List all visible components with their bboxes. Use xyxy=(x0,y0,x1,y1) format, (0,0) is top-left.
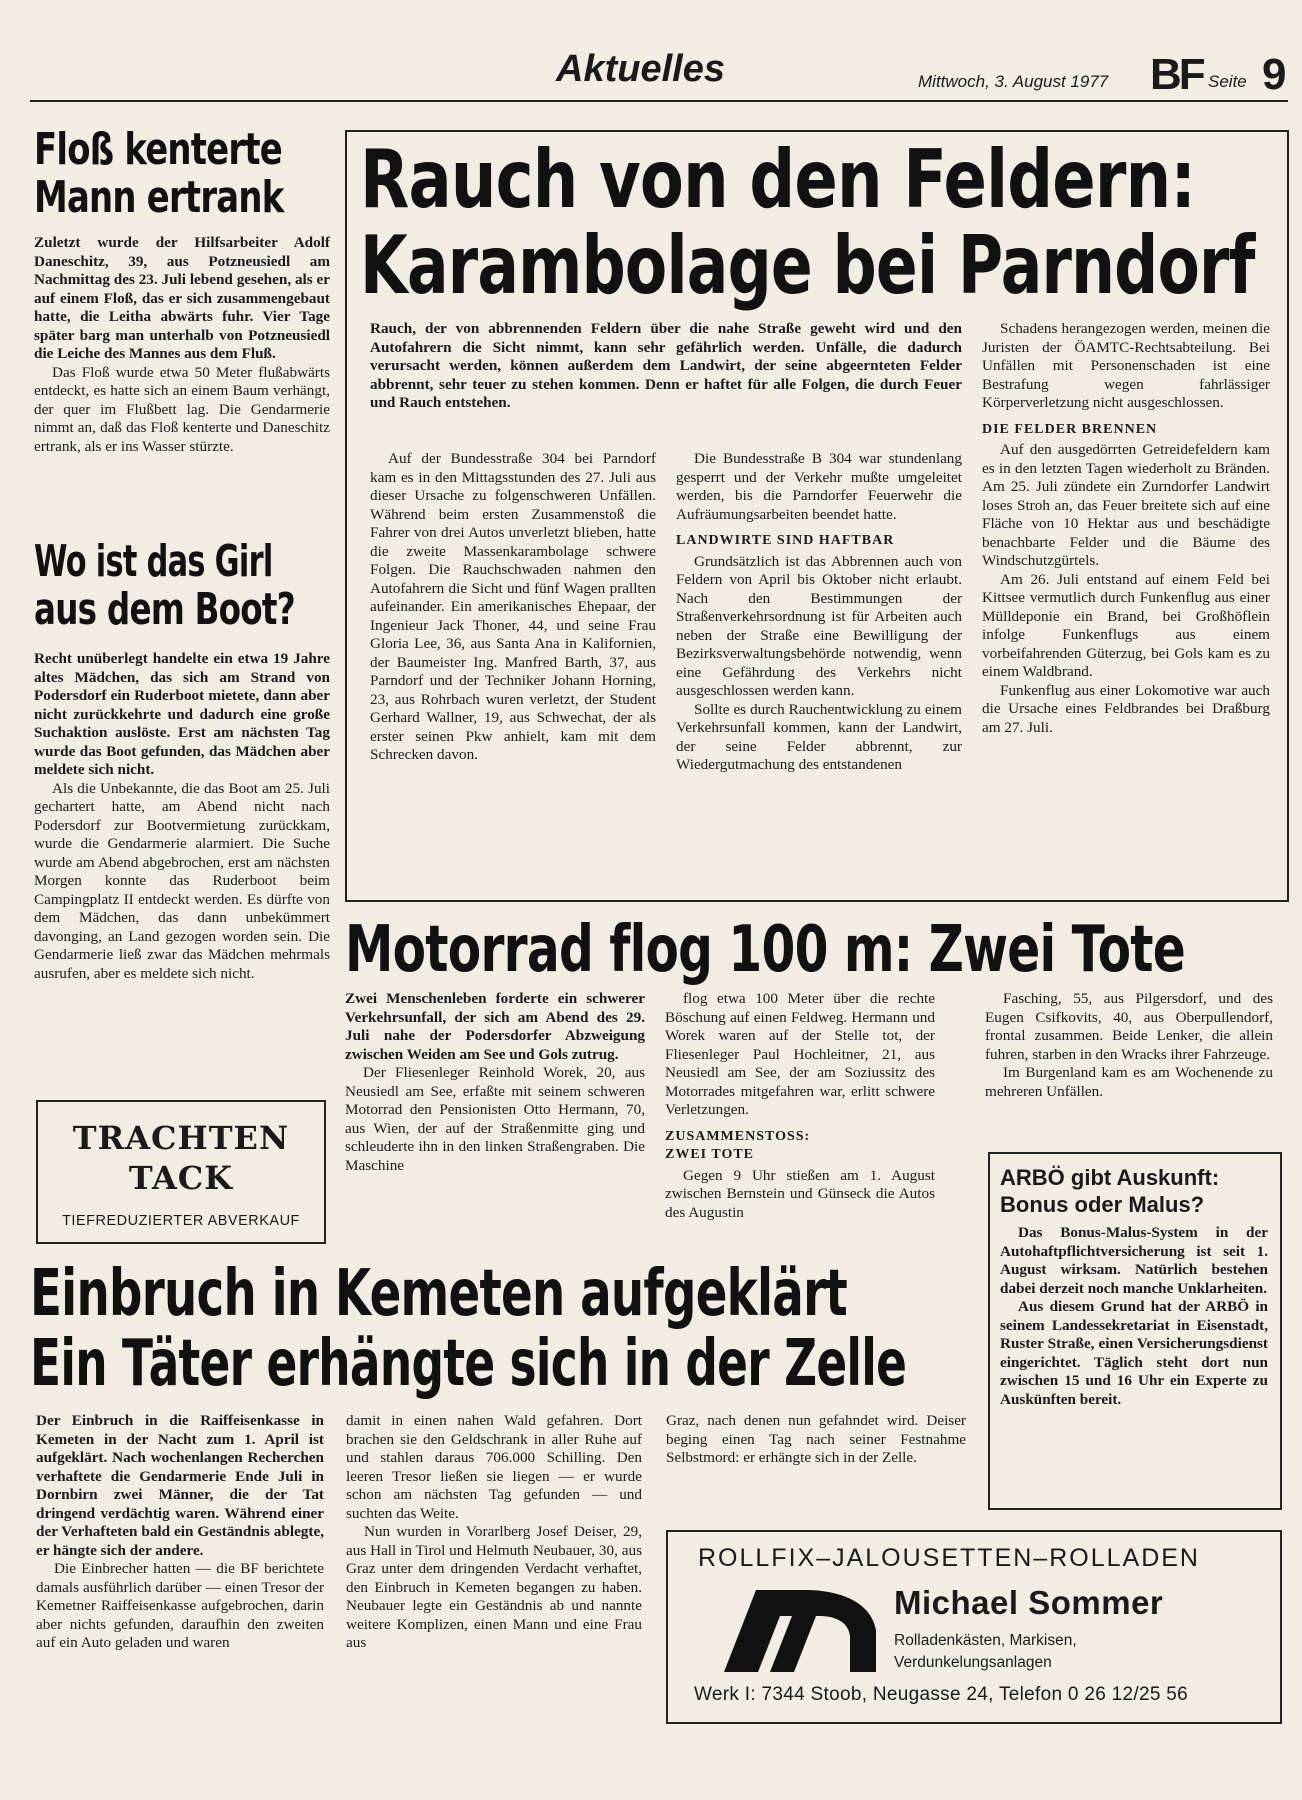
box-arboe-content xyxy=(1000,1164,1268,1409)
rauch-col-2-p2: Grundsätzlich ist das Abbrennen auch von Feldern von April bis Oktober nicht erlaubt. Nach den Bestimmungen der Straßenverkehrsordnung ist für Arbeiten auch neben der Straße eine Bewilligung der Bezirksverwaltungsbehörde notwendig, wenn eine Gefährdung des Verkehrs nicht ausgeschlossen werden kann. xyxy=(676,552,962,699)
headline-girl-2: aus dem Boot? xyxy=(34,584,295,635)
ad-rollfix-line1: ROLLFIX–JALOUSETTEN–ROLLADEN xyxy=(698,1544,1200,1572)
headline-floss-2: Mann ertrank xyxy=(34,172,284,223)
rauch-col-2 xyxy=(676,450,962,775)
arboe-p2: Aus diesem Grund hat der ARBÖ in seinem Landessekretariat in Eisenstadt, Ruster Straße, einen Versicherungsdienst eingerichtet. Täglich steht dort nun zwischen 15 und 16 Uhr ein Experte zu Auskünften bereit. xyxy=(1000,1298,1268,1408)
ad-rollfix-products-2: Verdunkelungsanlagen xyxy=(894,1654,1052,1671)
issue-date: Mittwoch, 3. August 1977 xyxy=(918,72,1109,91)
lead-floss: Zuletzt wurde der Hilfsarbeiter Adolf Daneschitz, 39, aus Potzneusiedl am Nachmittag des 23. Juli lebend gesehen, als er auf einem Floß, das er sich zusammengebaut hatte, die Leitha abwärts fuhr. Vier Tage später barg man unterhalb von Potzneusiedl die Leiche des Mannes aus dem Fluß. xyxy=(34,234,330,362)
page-number: 9 xyxy=(1262,50,1287,99)
lead-einbruch: Der Einbruch in die Raiffeisenkasse in Kemeten in der Nacht zum 1. April ist aufgeklärt. Nach wochenlangen Recherchen verhaftete die Gendarmerie Ende Juli in Dornbirn zwei Männer, die der Tat dringend verdächtig waren. Während einer der Verhafteten bald ein Geständnis ablegte, er hängte sich der andere. xyxy=(36,1412,324,1559)
ad-rollfix xyxy=(666,1530,1282,1724)
page-header xyxy=(0,0,1302,100)
motorrad-col-3-p2: Im Burgenland kam es am Wochenende zu mehreren Unfällen. xyxy=(985,1064,1273,1100)
article-einbruch xyxy=(30,1257,990,1401)
lead-girl: Recht unüberlegt handelte ein etwa 19 Jahre altes Mädchen, das sich am Strand von Podersdorf ein Ruderboot mietete, dann aber nicht zurückkehrte und dadurch eine große Suchaktion auslöste. Erst am nächsten Tag wurde das Boot gefunden, das Mädchen aber meldete sich nicht. xyxy=(34,650,330,778)
body-floss: Das Floß wurde etwa 50 Meter flußabwärts entdeckt, es hatte sich an einem Baum verhängt, der quer im Flußbett lag. Die Gendarmerie nimmt an, daß das Floß kenterte und Daneschitz ertrank, als er ins Wasser stürzte. xyxy=(34,363,330,455)
rauch-col-3-p4: Funkenflug aus einer Lokomotive war auch die Ursache eines Feldbrandes bei Draßburg am 27. Juli. xyxy=(982,681,1270,736)
motorrad-col-2-p2: Gegen 9 Uhr stießen am 1. August zwischen Bernstein und Günseck die Autos des Augustin xyxy=(665,1166,935,1221)
rauch-col-1 xyxy=(370,450,656,765)
lead-rauch-text: Rauch, der von abbrennenden Feldern über die nahe Straße geweht wird und den Autofahrern die Sicht nimmt, kann sehr gefährlich werden. Unfälle, die dadurch verursacht werden, können außerdem dem Landwirt, der seine abgeernteten Felder abbrennt, sehr teuer zu stehen kommen. Denn er haftet für alle Folgen, die durch Feuer und Rauch entstehen. xyxy=(370,320,962,411)
lead-motorrad: Zwei Menschenleben forderte ein schwerer Verkehrsunfall, der sich am Abend des 29. Juli nahe der Podersdorfer Abzweigung zwischen Weiden am See und Gols zutrug. xyxy=(345,990,645,1063)
article-rauch xyxy=(360,133,1278,312)
motorrad-col-3-p1: Fasching, 55, aus Pilgersdorf, und des Eugen Csifkovits, 40, aus Oberpullendorf, frontal zusammen. Beide Lenker, die allein fuhren, starben in den Wracks ihrer Fahrzeuge. xyxy=(985,990,1273,1063)
subhead-felder: DIE FELDER BRENNEN xyxy=(982,421,1158,437)
motorrad-col-2-p1: flog etwa 100 Meter über die rechte Böschung auf einen Feldweg. Hermann und Worek waren auf der Stelle tot, der Fliesenleger Paul Hochleitner, 21, aus Neusiedl am See, der am Soziussitz des Motorrades mitgefahren war, erlitt schwere Verletzungen. xyxy=(665,990,935,1118)
arboe-title-1: ARBÖ gibt Auskunft: xyxy=(1000,1165,1220,1190)
article-motorrad xyxy=(345,913,1285,987)
rauch-col-3 xyxy=(982,320,1270,737)
body-girl: Als die Unbekannte, die das Boot am 25. Juli gechartert hatte, am Abend nicht nach Podersdorf zur Bootvermietung zurückkam, wurde die Gendarmerie alarmiert. Die Suche wurde am Abend abgebrochen, erst am nächsten Morgen konnte das Ruderboot beim Campingplatz II entdeckt werden. Es dürfte von dem Mädchen, das dann unbekümmert davonging, an Land gezogen worden sein. Die Gendarmerie ließ zwar das Mädchen mehrmals ausrufen, aber es meldete sich nicht. xyxy=(34,779,330,982)
headline-einbruch-1: Einbruch in Kemeten aufgeklärt xyxy=(30,1257,848,1331)
header-rule xyxy=(30,100,1288,102)
section-title: Aktuelles xyxy=(556,48,725,90)
ad-trachten-brand: TRACHTEN TACK xyxy=(72,1119,290,1197)
lead-rauch xyxy=(370,320,962,413)
article-floss xyxy=(34,124,330,456)
article-girl xyxy=(34,536,330,983)
page-label: Seite xyxy=(1208,72,1247,91)
einbruch-col-1-p1: Die Einbrecher hatten — die BF berichtete damals ausführlich darüber — einen Tresor der Kemetner Raiffeisenkasse aufgebrochen, darin aber nichts gefunden, daraufhin den zweiten auf ein Auto geladen und waren xyxy=(36,1560,324,1651)
einbruch-col-2-p1: damit in einen nahen Wald gefahren. Dort brachen sie den Geldschrank in aller Ruhe auf und stahlen daraus 706.000 Schilling. Den leeren Tresor ließen sie liegen — er wurde schon am nächsten Tag gefunden — und suchten das Weite. xyxy=(346,1412,642,1522)
einbruch-col-1 xyxy=(36,1412,324,1653)
einbruch-col-2-p2: Nun wurden in Vorarlberg Josef Deiser, 29, aus Hall in Tirol und Helmuth Neubauer, 30, aus Graz unter dem dringenden Verdacht verhaftet, den Einbruch in Kemeten begangen zu haben. Neubauer legte ein Geständnis ab und nannte weitere Komplizen, einen Mann und eine Frau aus xyxy=(346,1523,642,1651)
ad-rollfix-name: Michael Sommer xyxy=(894,1584,1164,1621)
rauch-col-2-p3: Sollte es durch Rauchentwicklung zu einem Verkehrsunfall kommen, kann der Landwirt, der seine Felder abbrennt, zur Wiedergutmachung des entstandenen xyxy=(676,700,962,773)
ad-rollfix-products-1: Rolladenkästen, Markisen, xyxy=(894,1632,1077,1649)
subhead-zusammenstoss: ZUSAMMENSTOSS: xyxy=(665,1128,811,1144)
motorrad-col-1-p1: Der Fliesenleger Reinhold Worek, 20, aus Neusiedl am See, erfaßte mit seinem schweren Motorrad den Pensionisten Otto Hermann, 70, aus Wien, der auf der Straßenmitte ging und schleuderte ihn in den linken Straßengraben. Die Maschine xyxy=(345,1064,645,1174)
arboe-p1: Das Bonus-Malus-System in der Autohaftpflichtversicherung ist seit 1. August wirksam. Natürlich bestehen dabei derzeit noch manche Unklarheiten. xyxy=(1000,1224,1268,1297)
einbruch-col-3 xyxy=(666,1412,966,1468)
headline-floss-1: Floß kenterte xyxy=(34,124,282,175)
headline-motorrad: Motorrad flog 100 m: Zwei Tote xyxy=(345,913,1185,987)
motorrad-col-3 xyxy=(985,990,1273,1101)
einbruch-col-2 xyxy=(346,1412,642,1653)
rauch-col-3-p2: Auf den ausgedörrten Getreidefeldern kam es in den letzten Tagen wiederholt zu Bränden. Am 25. Juli zündete ein Zurndorfer Landwirt loses Stroh an, das Feuer breitete sich auf eine Fläche von 10 Hektar aus und beschädigte benachbarte Felder und die Bäume des Windschutzgürtels. xyxy=(982,441,1270,569)
subhead-zwei-tote: ZWEI TOTE xyxy=(665,1147,755,1162)
arboe-title-2: Bonus oder Malus? xyxy=(1000,1192,1205,1217)
motorrad-col-1 xyxy=(345,990,645,1175)
ad-trachten-tagline: TIEFREDUZIERTER ABVERKAUF xyxy=(62,1213,300,1229)
ad-rollfix-address: Werk I: 7344 Stoob, Neugasse 24, Telefon 0 26 12/25 56 xyxy=(694,1684,1189,1705)
headline-rauch-1: Rauch von den Feldern: xyxy=(360,133,1196,226)
headline-girl-1: Wo ist das Girl xyxy=(34,536,273,587)
subhead-landwirte: LANDWIRTE SIND HAFTBAR xyxy=(676,533,895,548)
motorrad-col-2 xyxy=(665,990,935,1222)
rauch-col-2-p1: Die Bundesstraße B 304 war stundenlang gesperrt und der Verkehr mußte umgeleitet werden, bis die Parndorfer Feuerwehr die Aufräumungsarbeiten beendet hatte. xyxy=(676,450,962,523)
headline-einbruch-2: Ein Täter erhängte sich in der Zelle xyxy=(30,1327,907,1401)
headline-rauch-2: Karambolage bei Parndorf xyxy=(360,219,1255,312)
ad-trachten-tack xyxy=(36,1100,326,1244)
ms-logo-icon xyxy=(720,1584,880,1678)
rauch-col-3-p1: Schadens herangezogen werden, meinen die Juristen der ÖAMTC-Rechtsabteilung. Bei Unfällen mit Personenschaden ist eine Bestrafung wegen fahrlässiger Körperverletzung nicht ausgeschlossen. xyxy=(982,320,1270,411)
rauch-col-3-p3: Am 26. Juli entstand auf einem Feld bei Kittsee vermutlich durch Funkenflug aus einer Mülldeponie ein Brand, bei Großhöflein infolge Funkenflugs aus einem vorbeifahrenden Güterzug, bei Gols kam es zu einem Waldbrand. xyxy=(982,570,1270,680)
rauch-col-1-text: Auf der Bundesstraße 304 bei Parndorf kam es in den Mittagsstunden des 27. Juli aus dieser Ursache zu folgenschweren Unfällen. Während beim ersten Zusammenstoß die Fahrer von drei Autos unverletzt blieben, hatte die zweite Massenkarambolage schwere Folgen. Die Rauchschwaden nahmen den Autofahrern die Sicht und fünf Wagen prallten aufeinander. Ein amerikanisches Ehepaar, der Ingenieur Jack Thoner, 44, und seine Frau Gloria Lee, 36, aus Santa Ana in Kalifornien, der Baumeister Ing. Manfred Barth, 37, aus Parndorf und der Techniker Johann Horning, 23, aus Rohrbach wuren verletzt, der Student Gerhard Wallner, 19, aus Schwechat, der als erster seinen Pkw anhielt, kam mit dem Schrecken davon. xyxy=(370,450,656,763)
einbruch-col-3-p1: Graz, nach denen nun gefahndet wird. Deiser beging einen Tag nach seiner Festnahme Selbstmord: er erhängte sich in der Zelle. xyxy=(666,1412,966,1466)
masthead-logo: BF xyxy=(1150,50,1203,99)
